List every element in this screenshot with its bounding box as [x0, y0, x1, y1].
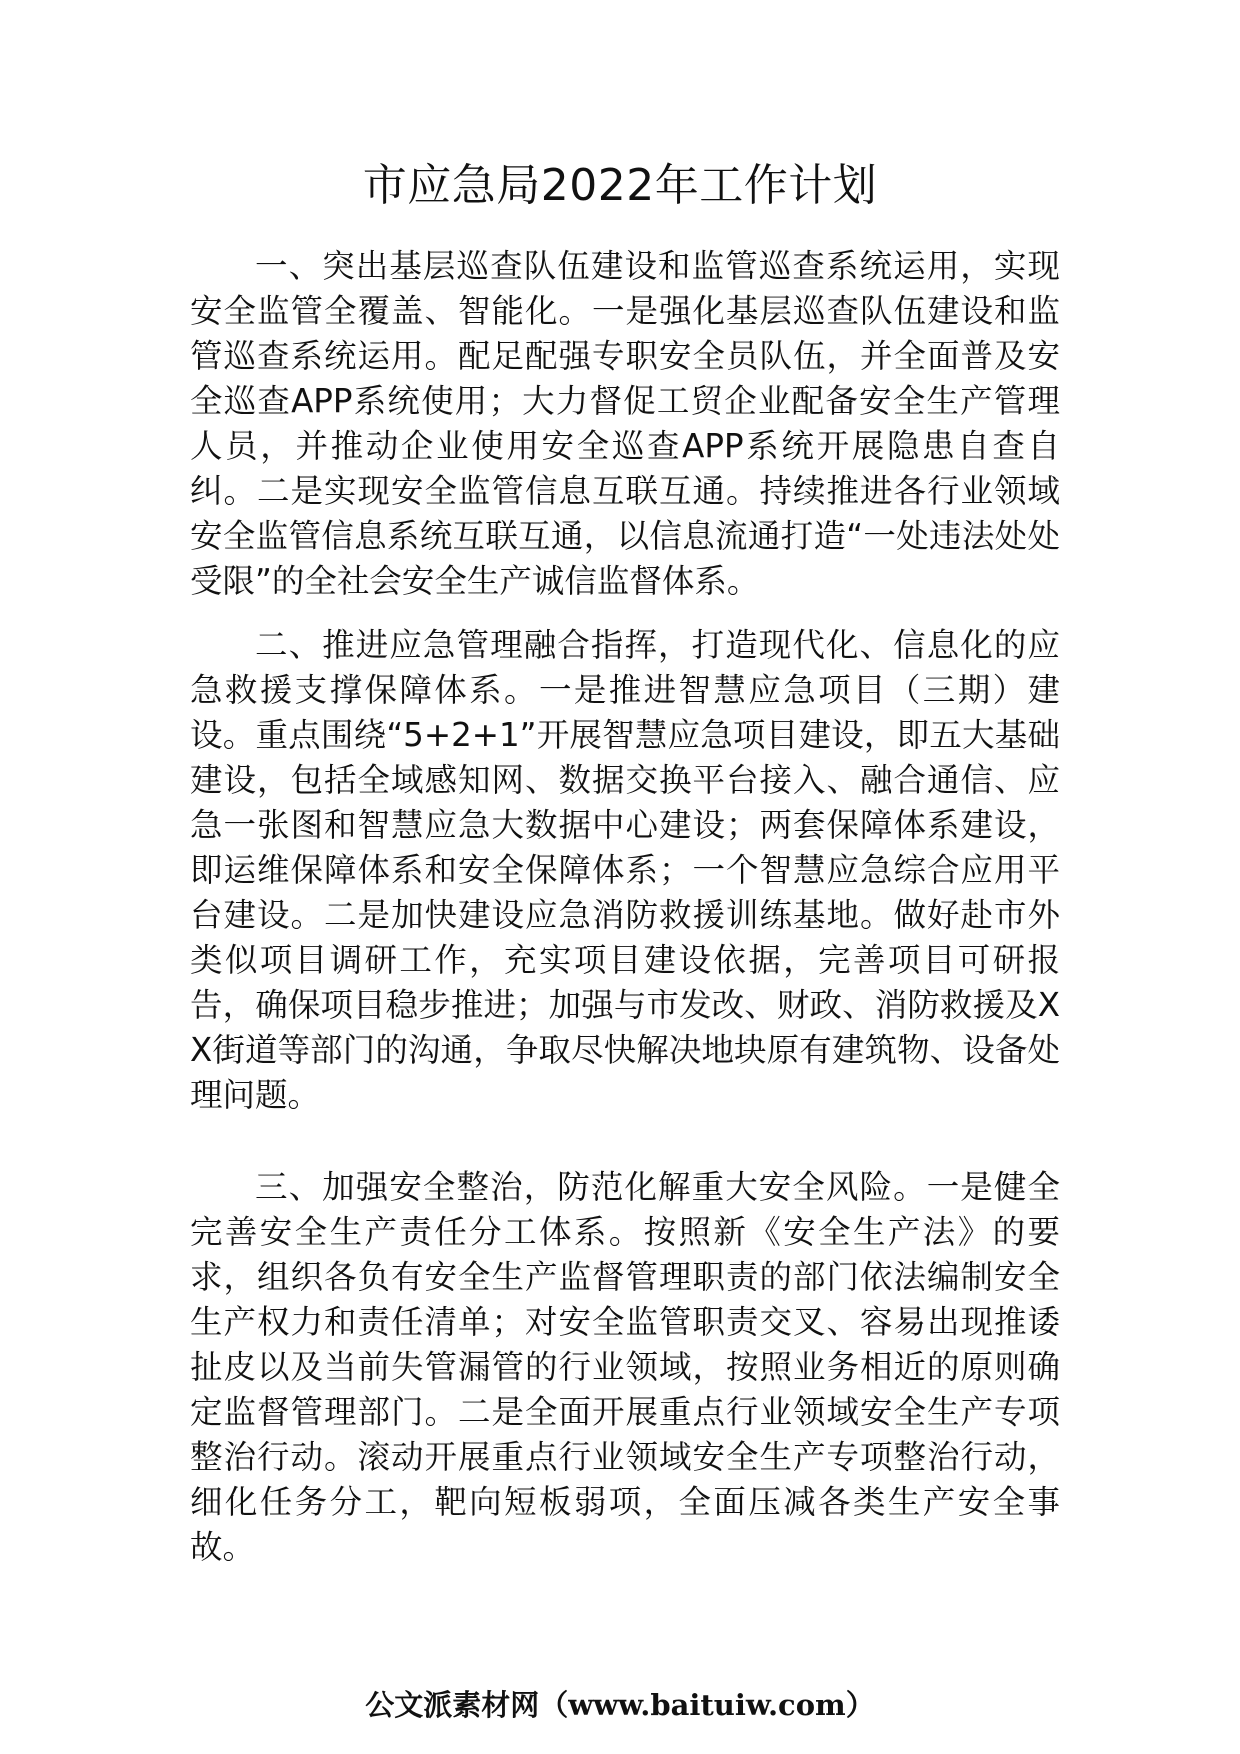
paragraph-3: 三、加强安全整治，防范化解重大安全风险。一是健全完善安全生产责任分工体系。按照新《安全生产法》的要求，组织各负有安全生产监督管理职责的部门依法编制安全生产权力和责任清单；对安全监管职责交叉、容易出现推诿扯皮以及当前失管漏管的行业领域，按照业务相近的原则确定监督管理部门。二是全面开展重点行业领域安全生产专项整治行动。滚动开展重点行业领域安全生产专项整治行动，细化任务分工，靶向短板弱项，全面压减各类生产安全事故。: [190, 1168, 1060, 1566]
document-title: 市应急局2022年工作计划: [362, 160, 878, 211]
paragraph-2: 二、推进应急管理融合指挥，打造现代化、信息化的应急救援支撑保障体系。一是推进智慧应急项目（三期）建设。重点围绕“5+2+1”开展智慧应急项目建设，即五大基础建设，包括全域感知网、数据交换平台接入、融合通信、应急一张图和智慧应急大数据中心建设；两套保障体系建设，即运维保障体系和安全保障体系；一个智慧应急综合应用平台建设。二是加快建设应急消防救援训练基地。做好赴市外类似项目调研工作，充实项目建设依据，完善项目可研报告，确保项目稳步推进；加强与市发改、财政、消防救援及XX街道等部门的沟通，争取尽快解决地块原有建筑物、设备处理问题。: [190, 626, 1060, 1114]
paragraph-1: 一、突出基层巡查队伍建设和监管巡查系统运用，实现安全监管全覆盖、智能化。一是强化基层巡查队伍建设和监管巡查系统运用。配足配强专职安全员队伍，并全面普及安全巡查APP系统使用；大力督促工贸企业配备安全生产管理人员，并推动企业使用安全巡查APP系统开展隐患自查自纠。二是实现安全监管信息互联互通。持续推进各行业领域安全监管信息系统互联互通，以信息流通打造“一处违法处处受限”的全社会安全生产诚信监督体系。: [190, 247, 1060, 600]
footer-source: 公文派素材网（www.baituiw.com）: [365, 1688, 875, 1722]
